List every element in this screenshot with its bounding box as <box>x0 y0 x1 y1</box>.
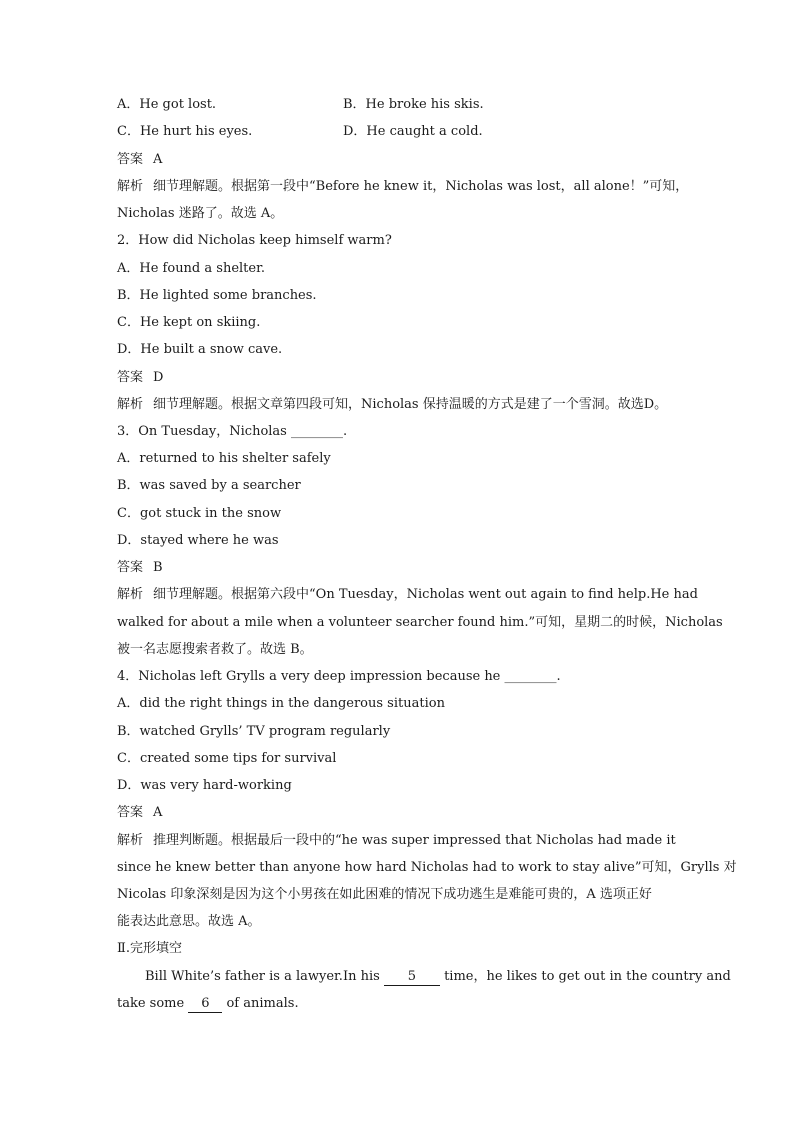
answer-label: 答案 <box>117 560 144 575</box>
q4-option-d: D．was very hard-working <box>117 778 292 793</box>
cloze-paragraph-line-1 <box>145 967 731 987</box>
answer-label: 答案 <box>117 152 144 167</box>
cloze-text: time，he likes to get out in the country and <box>444 969 731 984</box>
q3-option-a: A．returned to his shelter safely <box>117 451 331 466</box>
q4-explanation-line-1 <box>117 831 676 851</box>
cloze-blank-5: 5 <box>384 969 440 986</box>
q1-explanation-line-2: Nicholas 迷路了。故选 A。 <box>117 206 284 221</box>
cloze-blank-6: 6 <box>188 996 222 1013</box>
q3-explanation-line-3: 被一名志愿搜索者救了。故选 B。 <box>117 642 313 657</box>
q4-explanation-line-4: 能表达此意思。故选 A。 <box>117 914 261 929</box>
q1-explanation-line-1 <box>117 177 688 197</box>
section-heading: Ⅱ.完形填空 <box>117 941 182 956</box>
q4-option-b: B．watched Grylls’ TV program regularly <box>117 724 391 739</box>
q4-explanation-line-3: Nicolas 印象深刻是因为这个小男孩在如此困难的情况下成功逃生是难能可贵的，A 选项正好 <box>117 887 652 902</box>
q1-option-b: B．He broke his skis. <box>343 97 484 112</box>
explanation-text: 细节理解题。根据第一段中“Before he knew it，Nicholas was lost，all alone！”可知， <box>153 179 689 194</box>
explanation-label: 解析 <box>117 397 144 412</box>
answer-value: A <box>153 805 163 820</box>
q3-answer <box>117 558 163 578</box>
q3-explanation-line-2: walked for about a mile when a volunteer searcher found him.”可知，星期二的时候，Nicholas <box>117 615 723 630</box>
explanation-label: 解析 <box>117 179 144 194</box>
q4-answer <box>117 803 162 823</box>
cloze-text: Bill White’s father is a lawyer.In his <box>145 969 380 984</box>
explanation-label: 解析 <box>117 833 144 848</box>
q3-option-b: B．was saved by a searcher <box>117 478 301 493</box>
q2-option-b: B．He lighted some branches. <box>117 288 317 303</box>
q4-explanation-line-2: since he knew better than anyone how hard Nicholas had to work to stay alive”可知，Grylls 对 <box>117 860 737 875</box>
q1-answer <box>117 150 162 170</box>
q3-explanation-line-1 <box>117 585 698 605</box>
q1-option-d: D．He caught a cold. <box>343 124 483 139</box>
answer-value: D <box>153 370 164 385</box>
q2-option-a: A．He found a shelter. <box>117 261 266 276</box>
cloze-paragraph-line-2 <box>117 994 299 1014</box>
q4-option-c: C．created some tips for survival <box>117 751 337 766</box>
q1-option-a: A．He got lost. <box>117 97 217 112</box>
explanation-text: 细节理解题。根据第六段中“On Tuesday，Nicholas went out again to find help.He had <box>153 587 698 602</box>
q1-option-c: C．He hurt his eyes. <box>117 124 253 139</box>
q2-question: 2．How did Nicholas keep himself warm? <box>117 233 392 248</box>
answer-value: B <box>153 560 163 575</box>
q4-question: 4．Nicholas left Grylls a very deep impression because he ________. <box>117 669 561 684</box>
answer-value: A <box>153 152 163 167</box>
answer-label: 答案 <box>117 805 144 820</box>
explanation-label: 解析 <box>117 587 144 602</box>
cloze-text: of animals. <box>226 996 299 1011</box>
q3-option-d: D．stayed where he was <box>117 533 279 548</box>
q4-option-a: A．did the right things in the dangerous situation <box>117 696 445 711</box>
q2-option-d: D．He built a snow cave. <box>117 342 283 357</box>
answer-label: 答案 <box>117 370 144 385</box>
q3-option-c: C．got stuck in the snow <box>117 506 282 521</box>
q2-answer <box>117 368 163 388</box>
q3-question: 3．On Tuesday，Nicholas ________. <box>117 424 348 439</box>
explanation-text: 细节理解题。根据文章第四段可知，Nicholas 保持温暖的方式是建了一个雪洞。故选D。 <box>153 397 668 412</box>
q2-explanation-line-1 <box>117 395 667 415</box>
cloze-text: take some <box>117 996 185 1011</box>
q2-option-c: C．He kept on skiing. <box>117 315 261 330</box>
explanation-text: 推理判断题。根据最后一段中的“he was super impressed that Nicholas had made it <box>153 833 676 848</box>
